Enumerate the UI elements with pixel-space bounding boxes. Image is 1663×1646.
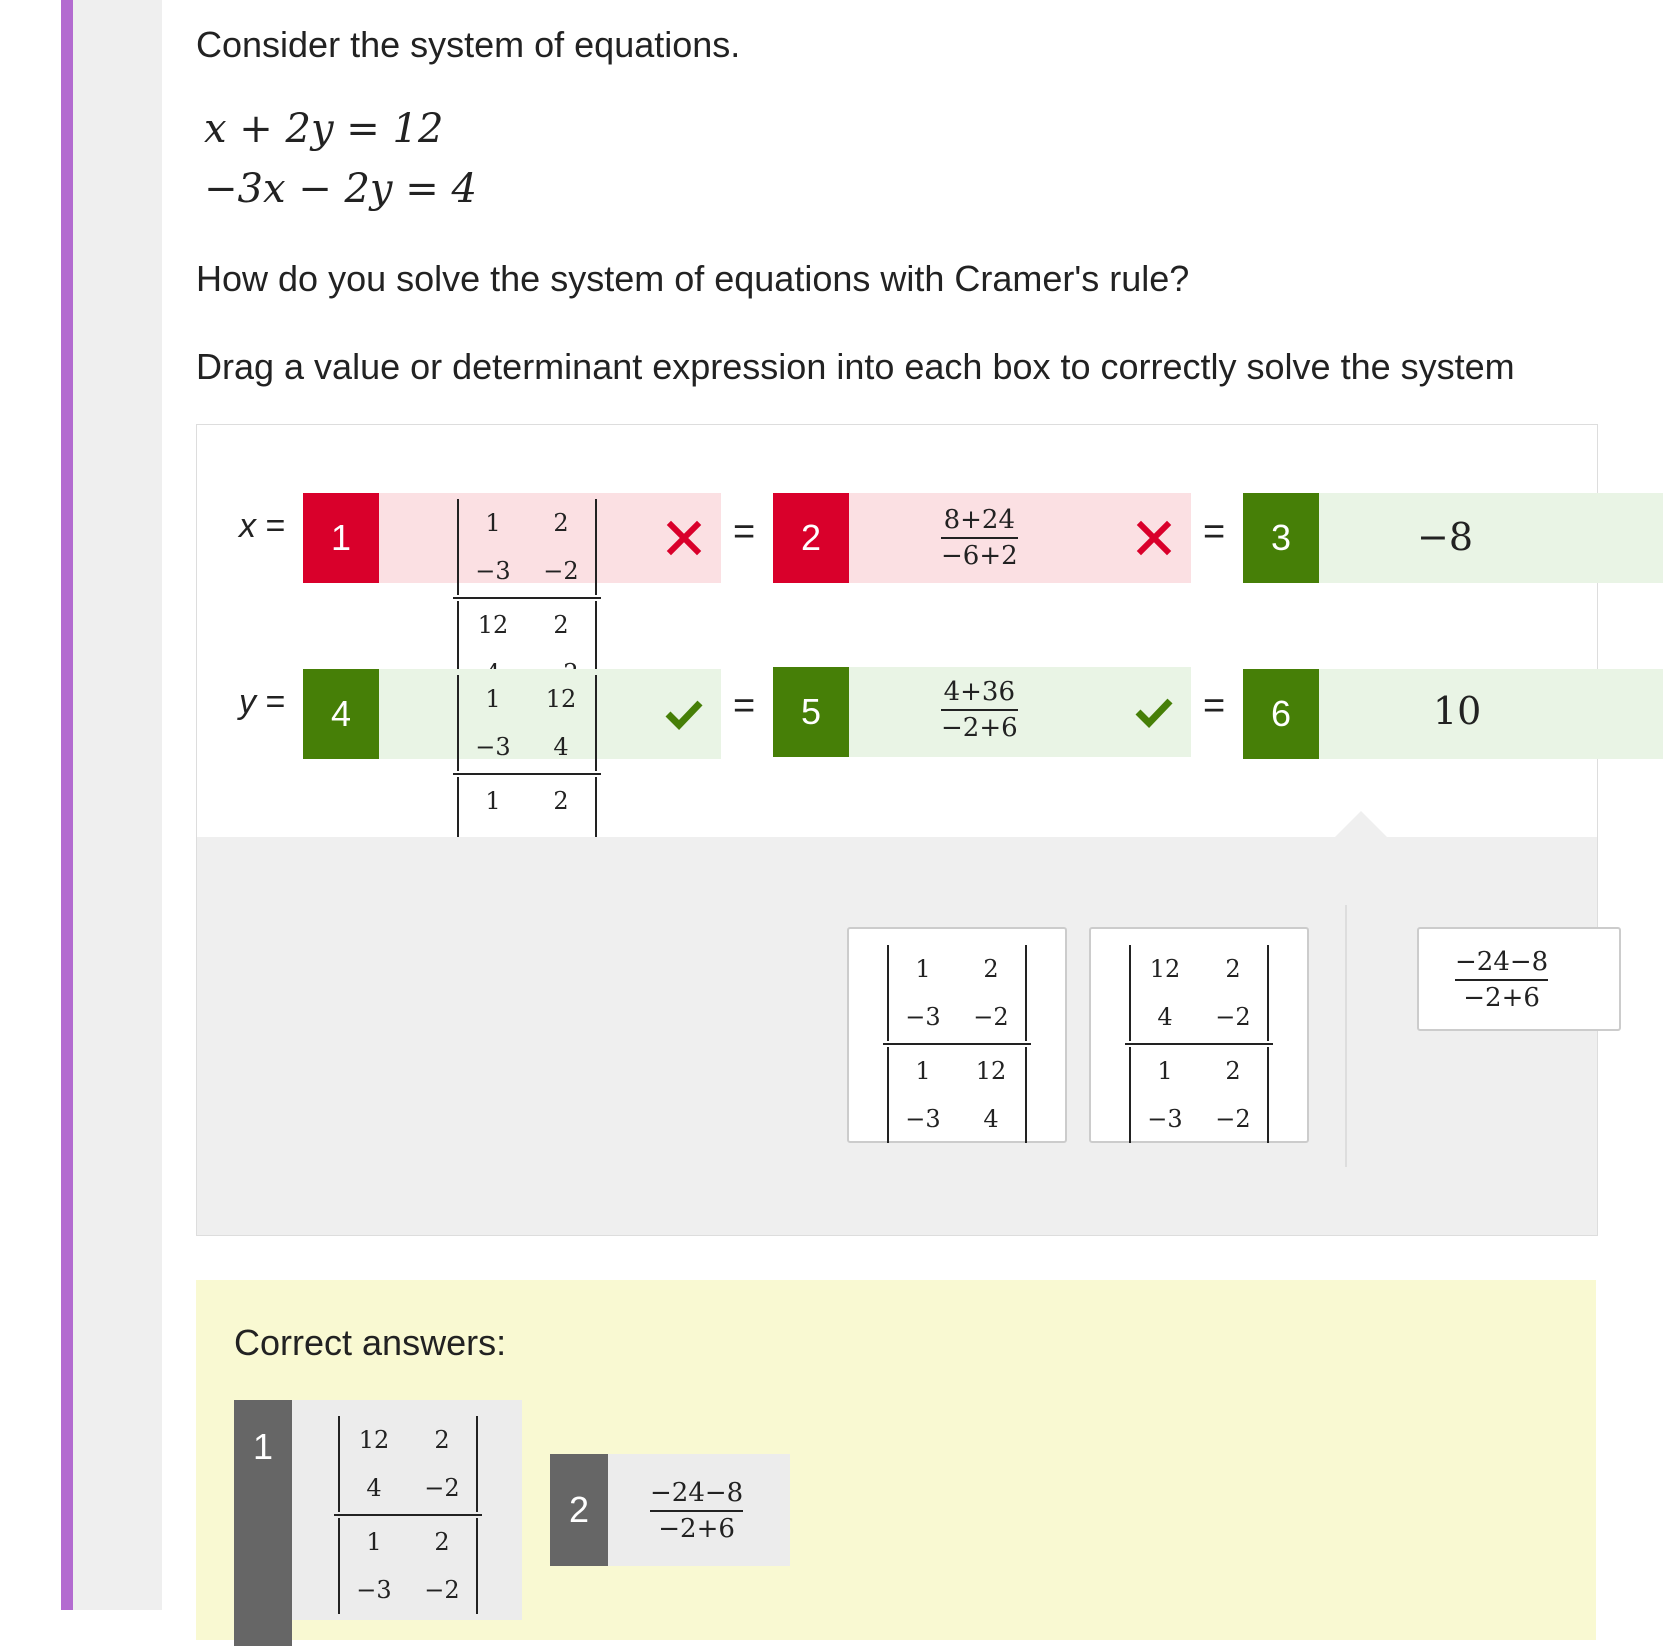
cell: 1 xyxy=(485,509,501,537)
determinant-numerator xyxy=(1129,945,1269,1041)
cell: −3 xyxy=(475,557,511,585)
slot-number: 6 xyxy=(1243,669,1319,759)
cell: 1 xyxy=(915,1057,931,1085)
row-eq-x: = xyxy=(256,507,286,545)
fraction-numerator: 4+36 xyxy=(943,677,1016,707)
cell: 1 xyxy=(366,1528,382,1556)
draggable-determinant-2[interactable] xyxy=(1089,927,1309,1143)
cell: −2 xyxy=(424,1474,460,1502)
intro-text: Consider the system of equations. xyxy=(196,24,741,65)
fraction-denominator: −2+6 xyxy=(1463,983,1540,1013)
slot-value: 10 xyxy=(1433,689,1482,733)
answer-number: 2 xyxy=(550,1454,608,1566)
fraction-numerator: 8+24 xyxy=(943,505,1016,535)
row-var-x: x xyxy=(239,507,256,545)
row-label-y xyxy=(239,683,285,722)
determinant-numerator xyxy=(457,499,597,595)
cell: 4 xyxy=(553,733,569,761)
cell: 2 xyxy=(553,509,569,537)
cell: −2 xyxy=(424,1576,460,1604)
fraction-bar xyxy=(334,1514,482,1516)
row-var-y: y xyxy=(239,683,256,721)
tray-pointer xyxy=(1335,811,1387,837)
cell: −2 xyxy=(1215,1105,1251,1133)
incorrect-icon xyxy=(661,515,707,561)
cell: 1 xyxy=(1157,1057,1173,1085)
cell: 12 xyxy=(1149,955,1181,983)
fraction-denominator: −2+6 xyxy=(941,713,1018,743)
slot-body xyxy=(1319,669,1663,759)
left-gutter xyxy=(73,0,162,1610)
determinant-numerator xyxy=(887,945,1027,1041)
fraction-denominator: −6+2 xyxy=(941,541,1018,571)
determinant-fraction xyxy=(334,1416,482,1614)
instruction-text: Drag a value or determinant expression into each box to correctly solve the system xyxy=(196,346,1515,387)
equals-sign: = xyxy=(1203,511,1226,553)
cell: −2 xyxy=(973,1003,1009,1031)
incorrect-icon xyxy=(1131,515,1177,561)
slot-number: 4 xyxy=(303,669,379,759)
answer-number: 1 xyxy=(234,1400,292,1646)
cell: 12 xyxy=(545,685,577,713)
fraction-expression xyxy=(941,503,1018,573)
cell: 12 xyxy=(477,611,509,639)
correct-answer-1 xyxy=(234,1400,522,1620)
fraction-expression xyxy=(941,675,1018,745)
cell: −2 xyxy=(543,557,579,585)
cell: 1 xyxy=(485,787,501,815)
accent-bar xyxy=(61,0,73,1610)
checkmark-icon xyxy=(661,691,707,737)
slot-number: 1 xyxy=(303,493,379,583)
cell: 12 xyxy=(975,1057,1007,1085)
draggable-determinant-1[interactable] xyxy=(847,927,1067,1143)
determinant-numerator xyxy=(457,675,597,771)
row-eq-y: = xyxy=(256,683,286,721)
cell: −3 xyxy=(1147,1105,1183,1133)
slot-number: 3 xyxy=(1243,493,1319,583)
question-text: How do you solve the system of equations with Cramer's rule? xyxy=(196,258,1190,299)
fraction-denominator: −2+6 xyxy=(658,1514,735,1544)
fraction-bar xyxy=(883,1043,1031,1045)
cell: 2 xyxy=(1225,1057,1241,1085)
determinant-fraction xyxy=(453,499,601,697)
cell: −3 xyxy=(475,733,511,761)
determinant-fraction xyxy=(1125,945,1273,1143)
cell: 4 xyxy=(983,1105,999,1133)
slot-1-content xyxy=(453,499,607,657)
slot-value: −8 xyxy=(1417,515,1474,559)
cell: 12 xyxy=(358,1426,390,1454)
checkmark-icon xyxy=(1131,689,1177,735)
determinant-fraction xyxy=(883,945,1031,1143)
fraction-bar xyxy=(453,597,601,599)
drag-drop-panel xyxy=(196,424,1598,1236)
cell: 1 xyxy=(485,685,501,713)
cell: −2 xyxy=(1215,1003,1251,1031)
cell: −3 xyxy=(905,1105,941,1133)
cell: 2 xyxy=(983,955,999,983)
cell: −3 xyxy=(905,1003,941,1031)
slot-number: 5 xyxy=(773,667,849,757)
equals-sign: = xyxy=(733,511,756,553)
equation-1: x + 2y = 12 xyxy=(204,106,444,152)
equals-sign: = xyxy=(733,685,756,727)
draggable-fraction[interactable] xyxy=(1417,927,1621,1031)
cell: 2 xyxy=(1225,955,1241,983)
row-label-x xyxy=(239,507,285,546)
cell: 2 xyxy=(553,787,569,815)
fraction-expression xyxy=(1455,945,1548,1015)
slot-4-content xyxy=(453,675,607,837)
cell: 2 xyxy=(434,1426,450,1454)
question-content xyxy=(162,0,1576,1610)
correct-answer-2 xyxy=(550,1454,790,1566)
fraction-expression xyxy=(650,1476,743,1546)
correct-answers-title: Correct answers: xyxy=(234,1322,507,1363)
correct-answers-panel xyxy=(196,1280,1596,1640)
tray-divider xyxy=(1345,905,1347,1167)
determinant-numerator xyxy=(338,1416,478,1512)
cell: −3 xyxy=(356,1576,392,1604)
fraction-bar xyxy=(1125,1043,1273,1045)
cell: 2 xyxy=(553,611,569,639)
cell: 4 xyxy=(1157,1003,1173,1031)
determinant-denominator xyxy=(1129,1047,1269,1143)
fraction-bar xyxy=(453,773,601,775)
cell: 4 xyxy=(366,1474,382,1502)
cell: 2 xyxy=(434,1528,450,1556)
determinant-denominator xyxy=(887,1047,1027,1143)
fraction-numerator: −24−8 xyxy=(650,1478,744,1508)
equals-sign: = xyxy=(1203,685,1226,727)
slot-number: 2 xyxy=(773,493,849,583)
cell: 1 xyxy=(915,955,931,983)
determinant-denominator xyxy=(338,1518,478,1614)
fraction-numerator: −24−8 xyxy=(1455,947,1549,977)
equation-2: −3x − 2y = 4 xyxy=(204,166,477,212)
slot-body xyxy=(1319,493,1663,583)
